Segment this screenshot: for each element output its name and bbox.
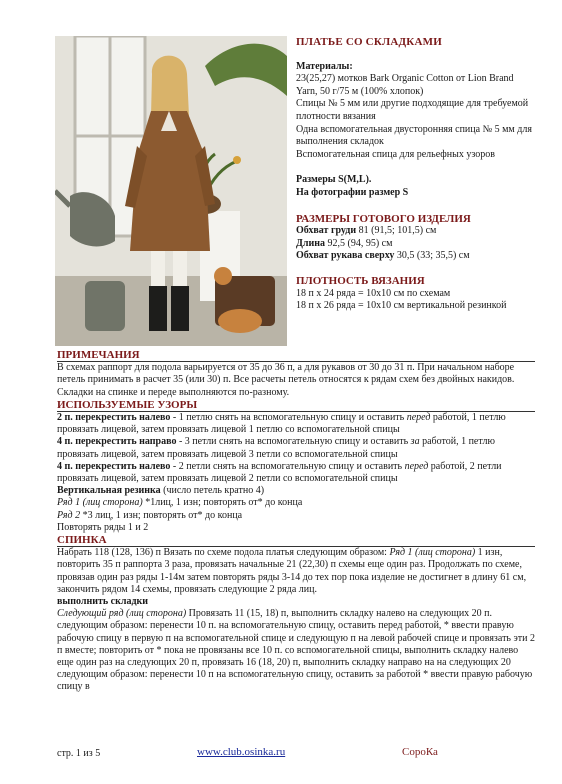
- back-heading: СПИНКА: [57, 534, 535, 547]
- rib-row-1: [57, 497, 535, 509]
- rib-term: Вертикальная резинка: [57, 485, 161, 497]
- back-p2-italic: Следующий ряд (лиц сторона): [57, 608, 187, 620]
- cross-4-right-text-a: - 3 петли снять на вспомогательную спицу и оставить: [176, 436, 411, 448]
- back-p2-text: Провязать 11 (15, 18) п, выполнить складку налево на следующих 20 п. следующим образом: перенести 10 п. на вспомогательную спицу, оставить перед работой, * ввести правую рабочую спицу в первую п на вспомогательной спице и следующую п на левой рабочей спице и провязать эти 2 п вместе; повторить от * пока не провязаны все 10 п. со вспомогательной спицы, выполнить складку налево еще один раз на следующих 20 п, провязать 16 (18, 20) п, выполнить складку направо на на следующих 20 следующим образом: перенести 10 п на вспомогательную спицу, оставить за работой * ввести правую рабочую спицу в: [57, 608, 536, 693]
- fold-heading: выполнить складки: [57, 596, 149, 608]
- cross-4-left-term: 4 п. перекрестить налево: [57, 460, 171, 472]
- materials-yarn: 23(25,27) мотков Bark Organic Cotton от Lion Brand Yarn, 50 г/75 м (100% хлопок): [296, 73, 514, 97]
- notes-paragraph: В схемах раппорт для подола варьируется от 35 до 36 п, а для рукавов от 30 до 31 п. При начальном наборе петель принимать в расчет 35 (или 30) п. Все расчеты петель относятся к рядам схем без двойных накидов.: [57, 362, 515, 386]
- length-value: 92,5 (94, 95) см: [325, 237, 393, 249]
- cross-2-left-italic: перед: [406, 412, 431, 424]
- rib-row-2: [57, 510, 535, 522]
- cross-4-left-text-a: - 2 петли снять на вспомогательную спицу и оставить: [170, 460, 405, 472]
- cross-2-left: [57, 412, 535, 436]
- author-signature: СороКа: [402, 746, 438, 758]
- rib-heading: [57, 485, 535, 497]
- instructions-body: [57, 349, 535, 694]
- materials-needles: Спицы № 5 мм или другие подходящие для требуемой плотности вязания: [296, 98, 529, 122]
- materials-heading: Материалы:: [296, 60, 353, 72]
- cross-4-right-text-b: работой, 1 петлю провязать лицевой, затем провязать лицевой 3 петли со вспомогательной спицы: [57, 436, 495, 460]
- chest-label: Обхват груди: [296, 225, 357, 237]
- gauge-pattern: 18 п х 24 ряда = 10х10 см по схемам: [296, 287, 451, 299]
- sleeve-value: 30,5 (33; 35,5) см: [394, 250, 470, 262]
- pattern-title: ПЛАТЬЕ СО СКЛАДКАМИ: [296, 36, 442, 48]
- finished-sizes-heading: РАЗМЕРЫ ГОТОВОГО ИЗДЕЛИЯ: [296, 212, 471, 225]
- cross-4-left-text-b: работой, 2 петли провязать лицевой, затем провязать лицевой 2 петли со вспомогательной спицы: [57, 460, 502, 485]
- length-label: Длина: [296, 237, 326, 249]
- back-p1-italic: Ряд 1 (лиц сторона): [389, 547, 476, 559]
- sizes-line: Размеры S(M,L).: [296, 174, 372, 186]
- back-p1-text-a: Набрать 118 (128, 136) п Вязать по схеме подола платья следующим образом:: [57, 547, 390, 559]
- notes-heading: ПРИМЕЧАНИЯ: [57, 349, 535, 362]
- cross-2-left-term: 2 п. перекрестить налево: [57, 412, 171, 424]
- materials-cable-needle: Вспомогательная спица для рельефных узоров: [296, 148, 495, 160]
- photo-illustration: [55, 36, 287, 346]
- rib-row-1-label: Ряд 1 (лиц сторона): [57, 497, 143, 509]
- notes-folds: Складки на спинке и переде выполняются по-разному.: [57, 386, 290, 398]
- gauge-rib: 18 п х 26 ряда = 10х10 см вертикальной резинкой: [296, 300, 507, 312]
- page-number: стр. 1 из 5: [57, 748, 101, 759]
- site-link[interactable]: www.club.osinka.ru: [197, 746, 286, 758]
- cross-4-left-italic: перед: [404, 460, 429, 472]
- pattern-summary: [296, 36, 536, 313]
- length-line: [296, 238, 536, 251]
- rib-repeat: Повторять ряды 1 и 2: [57, 521, 149, 533]
- rib-note: (число петель кратно 4): [160, 485, 265, 497]
- photo-size-line: На фотографии размер S: [296, 186, 409, 198]
- back-p1-text-b: 1 изн, повторить 35 п раппорта 3 раза, провязать начальные 21 (22,30) п схемы еще один раз. Продолжать по схеме, провязав один раз ряды 1-14м затем повторять ряды 3-14 до тех пор пока изделие не достигнет в длину 61 см, закончить рядом 14 схемы, провязать следующие 2 ряда лиц.: [57, 547, 527, 595]
- cross-4-right-term: 4 п. перекрестить направо: [57, 436, 177, 448]
- gauge-heading: ПЛОТНОСТЬ ВЯЗАНИЯ: [296, 274, 425, 287]
- back-paragraph-1: [57, 547, 535, 596]
- sleeve-label: Обхват рукава сверху: [296, 250, 395, 262]
- materials-fold-needle: Одна вспомогательная двусторонняя спица № 5 мм для выполнения складок: [296, 123, 532, 148]
- cross-4-left: [57, 461, 535, 485]
- sleeve-line: [296, 250, 536, 263]
- cross-2-left-text-a: - 1 петлю снять на вспомогательную спицу и оставить: [170, 412, 407, 424]
- cross-2-left-text-b: работой, 1 петлю провязать лицевой, затем провязать лицевой 1 петлю со вспомогательной спицы: [57, 412, 506, 436]
- rib-row-2-text: *3 лиц, 1 изн; повторять от* до конца: [80, 509, 243, 521]
- cross-4-right: [57, 436, 535, 460]
- chest-value: 81 (91,5; 101,5) см: [356, 225, 437, 237]
- rib-row-1-text: *1лиц, 1 изн; повторять от* до конца: [142, 497, 303, 509]
- dress-photo: [55, 36, 287, 346]
- rib-row-2-label: Ряд 2: [57, 509, 81, 521]
- chest-line: [296, 225, 536, 238]
- cross-4-right-italic: за: [410, 436, 420, 448]
- patterns-heading: ИСПОЛЬЗУЕМЫЕ УЗОРЫ: [57, 399, 535, 412]
- back-paragraph-2: [57, 608, 535, 693]
